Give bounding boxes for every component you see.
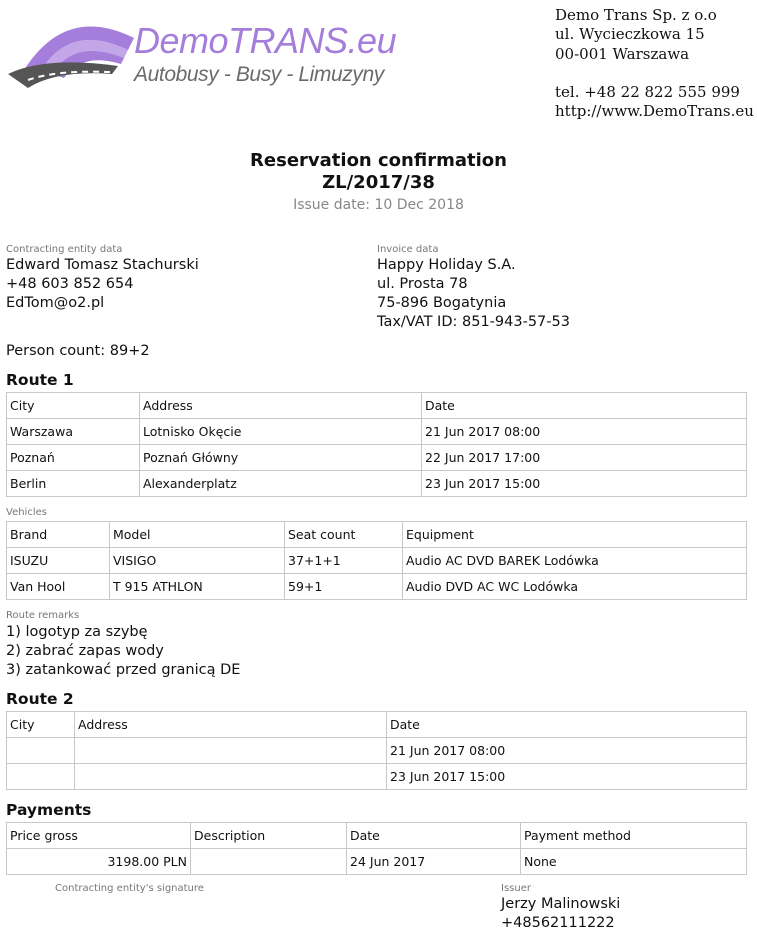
- payments-title: Payments: [6, 801, 92, 819]
- address-cell: Alexanderplatz: [140, 471, 422, 497]
- header-cell: Model: [110, 522, 285, 548]
- contracting-name: Edward Tomasz Stachurski: [6, 257, 199, 273]
- logo-brand: DemoTRANS.eu: [134, 20, 397, 61]
- address-cell: [75, 738, 387, 764]
- table-row: [7, 471, 747, 497]
- company-street: ul. Wycieczkowa 15: [555, 25, 705, 44]
- brand-cell: Van Hool: [7, 574, 110, 600]
- vehicles-label: Vehicles: [6, 507, 47, 518]
- city-cell: [7, 764, 75, 790]
- remark-item: 1) logotyp za szybę: [6, 624, 148, 640]
- contracting-email: EdTom@o2.pl: [6, 295, 105, 311]
- company-logo: [6, 8, 397, 94]
- invoice-data: [377, 243, 570, 332]
- model-cell: VISIGO: [110, 548, 285, 574]
- header-cell: Address: [75, 712, 387, 738]
- contracting-entity: [6, 243, 199, 313]
- table-row: [7, 548, 747, 574]
- address-cell: [75, 764, 387, 790]
- header-cell: Description: [191, 823, 347, 849]
- table-row: [7, 849, 747, 875]
- table-header-row: [7, 823, 747, 849]
- header-cell: Date: [347, 823, 521, 849]
- company-address: [555, 6, 754, 121]
- table-row: [7, 574, 747, 600]
- invoice-name: Happy Holiday S.A.: [377, 257, 516, 273]
- route2-title: Route 2: [6, 690, 74, 708]
- invoice-label: Invoice data: [377, 244, 439, 255]
- city-cell: [7, 738, 75, 764]
- city-cell: Poznań: [7, 445, 140, 471]
- date-cell: 24 Jun 2017: [347, 849, 521, 875]
- header-cell: Payment method: [521, 823, 747, 849]
- invoice-city: 75-896 Bogatynia: [377, 295, 507, 311]
- company-name: Demo Trans Sp. z o.o: [555, 6, 717, 24]
- date-cell: 22 Jun 2017 17:00: [422, 445, 747, 471]
- address-cell: Lotnisko Okęcie: [140, 419, 422, 445]
- header-cell: Equipment: [403, 522, 747, 548]
- seat-count-cell: 37+1+1: [285, 548, 403, 574]
- date-cell: 21 Jun 2017 08:00: [422, 419, 747, 445]
- date-cell: 21 Jun 2017 08:00: [387, 738, 747, 764]
- logo-tagline: Autobusy - Busy - Limuzyny: [134, 63, 384, 86]
- seat-count-cell: 59+1: [285, 574, 403, 600]
- brand-cell: ISUZU: [7, 548, 110, 574]
- header-cell: Seat count: [285, 522, 403, 548]
- price-cell: 3198.00 PLN: [7, 849, 191, 875]
- route1-title: Route 1: [6, 371, 74, 389]
- remark-item: 2) zabrać zapas wody: [6, 643, 164, 659]
- header-cell: Address: [140, 393, 422, 419]
- invoice-vat: Tax/VAT ID: 851-943-57-53: [377, 314, 570, 330]
- vehicles-table: [6, 521, 747, 600]
- header-cell: Date: [387, 712, 747, 738]
- description-cell: [191, 849, 347, 875]
- issuer-name: Jerzy Malinowski: [501, 896, 621, 912]
- model-cell: T 915 ATHLON: [110, 574, 285, 600]
- address-cell: Poznań Główny: [140, 445, 422, 471]
- signature-label: Contracting entity's signature: [55, 883, 204, 894]
- route2-table: [6, 711, 747, 790]
- table-header-row: [7, 393, 747, 419]
- table-row: [7, 419, 747, 445]
- city-cell: Berlin: [7, 471, 140, 497]
- header-cell: City: [7, 712, 75, 738]
- date-cell: 23 Jun 2017 15:00: [422, 471, 747, 497]
- payments-table: [6, 822, 747, 875]
- city-cell: Warszawa: [7, 419, 140, 445]
- person-count: Person count: 89+2: [6, 343, 150, 359]
- reservation-number: ZL/2017/38: [322, 172, 435, 193]
- table-row: [7, 445, 747, 471]
- issuer-phone: +48562111222: [501, 915, 615, 931]
- contracting-phone: +48 603 852 654: [6, 276, 134, 292]
- road-bridge-icon: [6, 8, 146, 94]
- issuer-label: Issuer: [501, 883, 531, 894]
- route1-table: [6, 392, 747, 497]
- issue-date: Issue date: 10 Dec 2018: [293, 197, 464, 213]
- document-title: [0, 150, 757, 215]
- date-cell: 23 Jun 2017 15:00: [387, 764, 747, 790]
- issuer-block: [501, 882, 620, 933]
- company-phone: tel. +48 22 822 555 999: [555, 82, 740, 101]
- remark-item: 3) zatankować przed granicą DE: [6, 662, 241, 678]
- title-heading: Reservation confirmation: [250, 150, 507, 171]
- table-row: [7, 764, 747, 790]
- table-row: [7, 738, 747, 764]
- payment-method-cell: None: [521, 849, 747, 875]
- company-city: 00-001 Warszawa: [555, 44, 690, 63]
- equipment-cell: Audio DVD AC WC Lodówka: [403, 574, 747, 600]
- table-header-row: [7, 522, 747, 548]
- route-remarks-label: Route remarks: [6, 610, 80, 621]
- invoice-street: ul. Prosta 78: [377, 276, 468, 292]
- header-cell: Price gross: [7, 823, 191, 849]
- header-cell: Date: [422, 393, 747, 419]
- equipment-cell: Audio AC DVD BAREK Lodówka: [403, 548, 747, 574]
- header-cell: Brand: [7, 522, 110, 548]
- contracting-label: Contracting entity data: [6, 244, 123, 255]
- table-header-row: [7, 712, 747, 738]
- header-cell: City: [7, 393, 140, 419]
- company-website: http://www.DemoTrans.eu: [555, 102, 754, 121]
- route-remarks: [6, 623, 240, 680]
